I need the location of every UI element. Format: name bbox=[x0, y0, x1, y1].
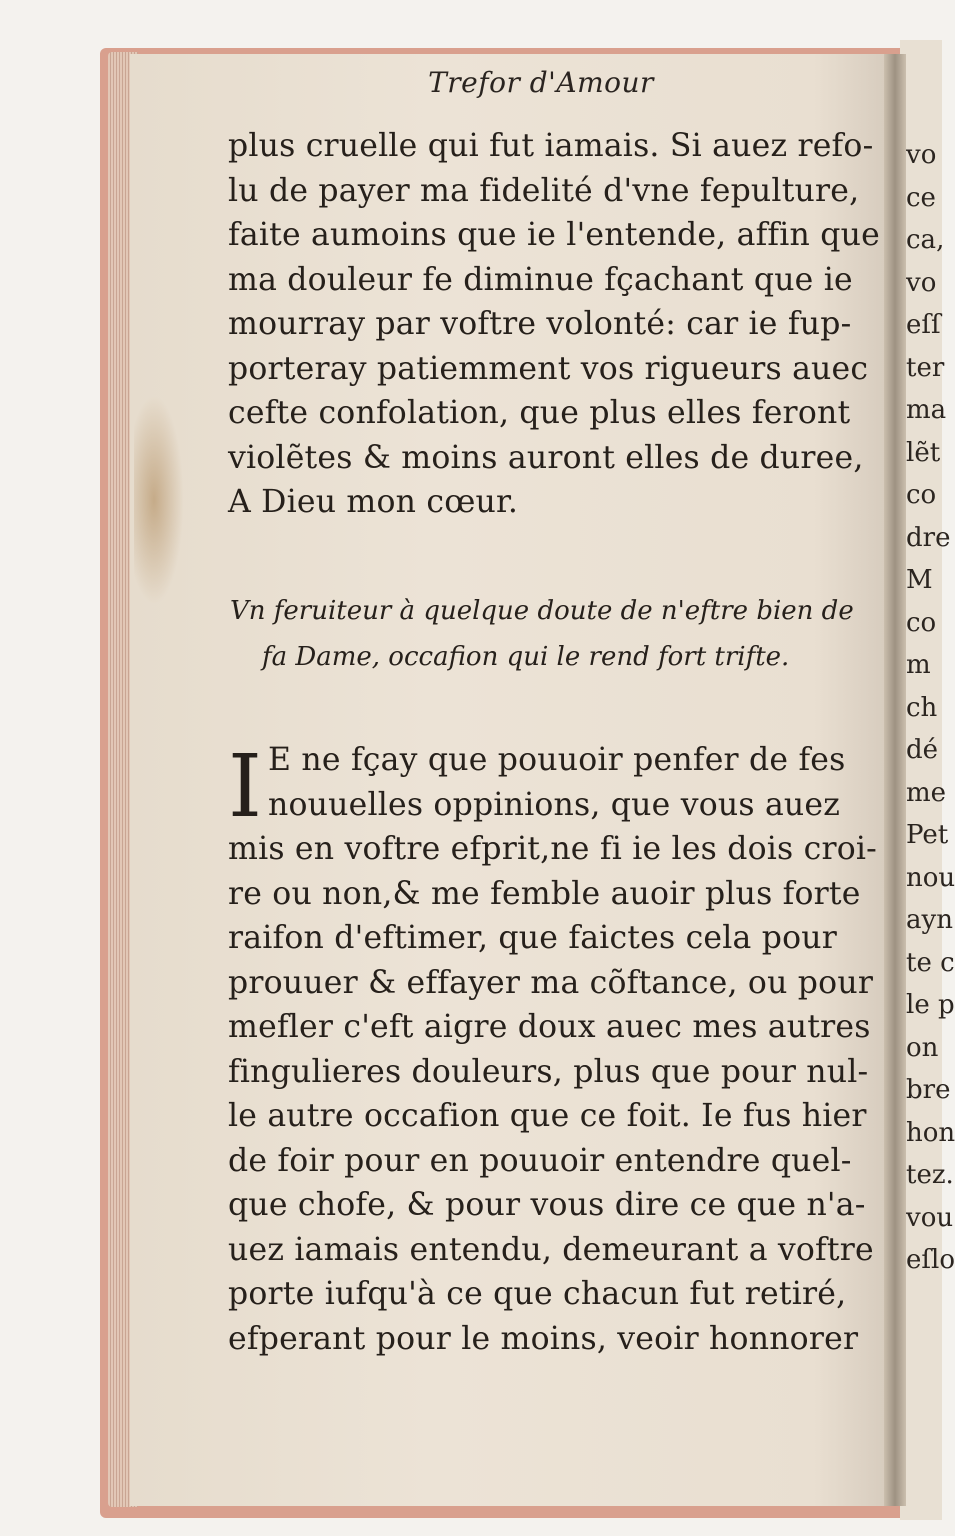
facing-page-fragment: ch bbox=[906, 692, 938, 723]
text-line: mourray par voftre volonté: car ie fup- bbox=[228, 306, 852, 342]
facing-page-fragment: tez. bbox=[906, 1160, 954, 1190]
heading-line: fa Dame, occafion qui le rend fort trifte. bbox=[262, 642, 790, 672]
running-head: Trefor d'Amour bbox=[428, 66, 654, 99]
text-line: prouuer & effayer ma cõftance, ou pour bbox=[228, 964, 874, 1001]
facing-page-fragment: ma bbox=[906, 395, 947, 425]
text-line: violẽtes & moins auront elles de duree, bbox=[228, 439, 864, 476]
facing-page-fragment: hon bbox=[906, 1117, 955, 1148]
text-line: E ne fçay que pouuoir penfer de fes bbox=[268, 742, 846, 778]
text-line: porte iufqu'à ce que chacun fut retiré, bbox=[228, 1276, 847, 1312]
text-line: que chofe, & pour vous dire ce que n'a- bbox=[228, 1187, 866, 1223]
section-heading bbox=[230, 596, 890, 688]
facing-page-fragment: on bbox=[906, 1032, 939, 1063]
text-line: plus cruelle qui fut iamais. Si auez refo- bbox=[228, 128, 874, 164]
paragraph-2 bbox=[228, 737, 888, 1365]
text-line: re ou non,& me femble auoir plus forte bbox=[228, 875, 861, 912]
facing-page-fragment: co bbox=[906, 607, 937, 638]
facing-page-fragment: ca, bbox=[906, 225, 945, 255]
facing-page-fragment: eſlo bbox=[906, 1245, 955, 1275]
text-line: nouuelles oppinions, que vous auez bbox=[268, 786, 841, 823]
facing-page-text bbox=[900, 140, 955, 1288]
text-line: raifon d'eftimer, que faictes cela pour bbox=[228, 920, 837, 956]
facing-page-fragment: M bbox=[906, 565, 933, 595]
facing-page-fragment: ce bbox=[906, 182, 936, 213]
text-line: uez iamais entendu, demeurant a voftre bbox=[228, 1231, 874, 1268]
text-line: mis en voftre efprit,ne fi ie les dois croi- bbox=[228, 831, 877, 867]
facing-page-fragment: vo bbox=[906, 140, 937, 170]
facing-page-fragment: te c bbox=[906, 947, 955, 978]
facing-page-fragment: Pet bbox=[906, 820, 949, 850]
heading-line: Vn feruiteur à quelque doute de n'eftre bien de bbox=[230, 596, 854, 626]
water-stain bbox=[134, 395, 184, 605]
facing-page-fragment: vou bbox=[906, 1202, 954, 1233]
text-line: cefte confolation, que plus elles feront bbox=[228, 395, 851, 431]
text-line: A Dieu mon cœur. bbox=[228, 484, 519, 520]
facing-page-fragment: vo bbox=[906, 267, 937, 298]
facing-page-fragment: le p bbox=[906, 990, 955, 1020]
text-line: porteray patiemment vos rigueurs auec bbox=[228, 350, 869, 387]
drop-cap: I bbox=[228, 737, 262, 837]
text-line: de foir pour en pouuoir entendre quel- bbox=[228, 1142, 852, 1179]
facing-page-fragment: m bbox=[906, 650, 931, 680]
facing-page-fragment: co bbox=[906, 480, 937, 510]
facing-page-fragment: ter bbox=[906, 352, 945, 383]
facing-page-fragment: me bbox=[906, 777, 947, 808]
facing-page-fragment: ayn bbox=[906, 905, 953, 935]
facing-page-fragment: dé bbox=[906, 735, 939, 765]
paragraph-1 bbox=[228, 128, 888, 529]
text-line: ma douleur fe diminue fçachant que ie bbox=[228, 261, 853, 298]
text-line: le autre occafion que ce foit. Ie fus hier bbox=[228, 1098, 867, 1134]
text-line: faite aumoins que ie l'entende, affin que bbox=[228, 217, 880, 253]
facing-page-fragment: dre bbox=[906, 522, 951, 553]
text-line: lu de payer ma fidelité d'vne fepulture, bbox=[228, 172, 860, 209]
facing-page-fragment: eſſ bbox=[906, 310, 941, 340]
facing-page-fragment: nou bbox=[906, 862, 955, 893]
text-line: mefler c'eft aigre doux auec mes autres bbox=[228, 1009, 871, 1045]
facing-page-fragment: bre bbox=[906, 1075, 951, 1105]
text-line: fingulieres douleurs, plus que pour nul- bbox=[228, 1053, 869, 1090]
facing-page bbox=[900, 40, 955, 1520]
facing-page-fragment: lẽt bbox=[906, 437, 941, 468]
text-line: efperant pour le moins, veoir honnorer bbox=[228, 1320, 859, 1357]
